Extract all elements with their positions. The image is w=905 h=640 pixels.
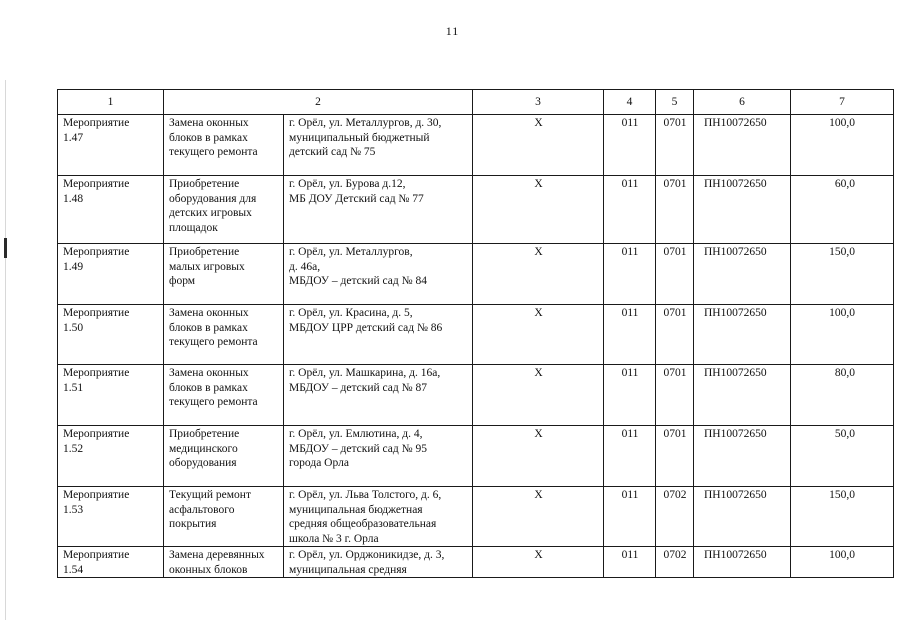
measure-name-cell [164,426,284,487]
address-cell [284,547,473,578]
measure-name-cell [164,487,284,547]
table-row [58,426,894,487]
ministry-code-cell: 011 [604,305,656,365]
event-cell [58,547,164,578]
address-cell-line: МБДОУ ЦРР детский сад № 86 [289,321,443,334]
address-cell-line: г. Орёл, ул. Металлургов, [289,246,413,258]
event-cell-line: 1.52 [63,442,84,455]
measure-name-cell-line: текущего ремонта [169,396,258,408]
event-cell-line: 1.49 [63,260,84,273]
address-cell-line: школа № 3 г. Орла [289,532,379,545]
event-cell-line: 1.51 [63,381,84,394]
measure-name-cell [164,244,284,305]
event-cell-line: 1.54 [63,563,84,576]
section-code-cell: 0701 [656,176,694,244]
measure-name-cell-line: текущего ремонта [169,336,258,348]
measure-name-cell-line: площадок [169,221,218,234]
header-col-6: 6 [694,90,791,115]
target-article-cell: ПН10072650 [694,487,791,547]
measure-name-cell-line: блоков в рамках [169,131,248,144]
address-cell-line: муниципальная бюджетная [289,503,423,516]
address-cell [284,244,473,305]
address-cell-line: средняя общеобразовательная [289,518,437,530]
section-code-cell: 0701 [656,115,694,176]
measure-name-cell-line: малых игровых [169,260,245,273]
event-cell-line: Мероприятие [63,307,130,319]
event-cell-line: 1.47 [63,131,84,144]
measure-name-cell-line: оконных блоков [169,563,248,576]
col3-cell: Х [473,176,604,244]
event-cell [58,176,164,244]
target-article-cell: ПН10072650 [694,305,791,365]
address-cell-line: г. Орёл, ул. Орджоникидзе, д. 3, [289,549,445,561]
event-cell-line: Мероприятие [63,428,130,440]
measure-name-cell-line: детских игровых [169,207,252,219]
event-cell-line: Мероприятие [63,489,130,501]
amount-cell: 80,0 [791,365,894,426]
target-article-cell: ПН10072650 [694,115,791,176]
target-article-cell: ПН10072650 [694,426,791,487]
ministry-code-cell: 011 [604,547,656,578]
measures-table [57,89,894,578]
address-cell [284,487,473,547]
measure-name-cell-line: асфальтового [169,503,235,516]
measure-name-cell-line: форм [169,275,196,287]
address-cell [284,365,473,426]
table-row [58,487,894,547]
amount-cell: 50,0 [791,426,894,487]
address-cell-line: города Орла [289,457,349,469]
col3-cell: Х [473,115,604,176]
section-code-cell: 0701 [656,244,694,305]
section-code-cell: 0702 [656,547,694,578]
address-cell-line: муниципальная средняя [289,563,407,576]
measure-name-cell [164,547,284,578]
measure-name-cell [164,365,284,426]
measure-name-cell-line: оборудования для [169,192,257,205]
address-cell [284,426,473,487]
measure-name-cell-line: Замена деревянных [169,549,265,561]
amount-cell: 150,0 [791,244,894,305]
header-col-5: 5 [656,90,694,115]
measure-name-cell-line: Замена оконных [169,117,249,129]
col3-cell: Х [473,487,604,547]
amount-cell: 100,0 [791,547,894,578]
address-cell [284,115,473,176]
measure-name-cell-line: оборудования [169,457,237,469]
table-row [58,244,894,305]
scan-edge-mark [4,238,7,258]
address-cell-line: г. Орёл, ул. Бурова д.12, [289,178,406,190]
measure-name-cell [164,115,284,176]
table-row [58,176,894,244]
measure-name-cell-line: Приобретение [169,428,240,440]
col3-cell: Х [473,305,604,365]
scan-edge-line [5,80,6,620]
ministry-code-cell: 011 [604,115,656,176]
event-cell-line: 1.50 [63,321,84,334]
table-header-row [58,90,894,115]
address-cell-line: МБДОУ – детский сад № 84 [289,275,427,287]
event-cell-line: Мероприятие [63,549,130,561]
table-row [58,115,894,176]
event-cell-line: 1.48 [63,192,84,205]
address-cell-line: муниципальный бюджетный [289,131,430,144]
section-code-cell: 0702 [656,487,694,547]
event-cell [58,115,164,176]
col3-cell: Х [473,426,604,487]
target-article-cell: ПН10072650 [694,244,791,305]
header-col-7: 7 [791,90,894,115]
address-cell-line: МБДОУ – детский сад № 87 [289,381,427,394]
header-col-1: 1 [58,90,164,115]
amount-cell: 100,0 [791,115,894,176]
section-code-cell: 0701 [656,365,694,426]
event-cell-line: 1.53 [63,503,84,516]
ministry-code-cell: 011 [604,487,656,547]
ministry-code-cell: 011 [604,244,656,305]
target-article-cell: ПН10072650 [694,547,791,578]
measure-name-cell-line: Замена оконных [169,307,249,319]
amount-cell: 150,0 [791,487,894,547]
event-cell-line: Мероприятие [63,178,130,190]
header-col-2: 2 [164,90,473,115]
table-row [58,305,894,365]
event-cell [58,365,164,426]
measure-name-cell-line: покрытия [169,518,217,530]
address-cell-line: детский сад № 75 [289,146,376,158]
measure-name-cell-line: текущего ремонта [169,146,258,158]
measure-name-cell [164,305,284,365]
header-col-3: 3 [473,90,604,115]
table-row [58,547,894,578]
event-cell-line: Мероприятие [63,246,130,258]
address-cell [284,176,473,244]
address-cell-line: г. Орёл, ул. Металлургов, д. 30, [289,117,442,129]
address-cell-line: д. 46а, [289,260,321,273]
measure-name-cell-line: блоков в рамках [169,321,248,334]
measure-name-cell-line: Замена оконных [169,367,249,379]
section-code-cell: 0701 [656,426,694,487]
address-cell-line: МБДОУ – детский сад № 95 [289,442,427,455]
event-cell [58,244,164,305]
amount-cell: 100,0 [791,305,894,365]
amount-cell: 60,0 [791,176,894,244]
col3-cell: Х [473,244,604,305]
measure-name-cell [164,176,284,244]
event-cell [58,426,164,487]
address-cell [284,305,473,365]
address-cell-line: г. Орёл, ул. Красина, д. 5, [289,307,413,319]
measure-name-cell-line: Приобретение [169,178,240,190]
measure-name-cell-line: медицинского [169,442,238,455]
section-code-cell: 0701 [656,305,694,365]
col3-cell: Х [473,365,604,426]
event-cell [58,305,164,365]
measure-name-cell-line: Приобретение [169,246,240,258]
address-cell-line: г. Орёл, ул. Льва Толстого, д. 6, [289,489,442,501]
measure-name-cell-line: Текущий ремонт [169,489,251,501]
event-cell-line: Мероприятие [63,117,130,129]
target-article-cell: ПН10072650 [694,365,791,426]
address-cell-line: МБ ДОУ Детский сад № 77 [289,192,424,205]
col3-cell: Х [473,547,604,578]
table-row [58,365,894,426]
event-cell-line: Мероприятие [63,367,130,379]
header-col-4: 4 [604,90,656,115]
measure-name-cell-line: блоков в рамках [169,381,248,394]
page-number: 11 [445,24,460,38]
target-article-cell: ПН10072650 [694,176,791,244]
address-cell-line: г. Орёл, ул. Машкарина, д. 16а, [289,367,441,379]
ministry-code-cell: 011 [604,365,656,426]
event-cell [58,487,164,547]
address-cell-line: г. Орёл, ул. Емлютина, д. 4, [289,428,423,440]
ministry-code-cell: 011 [604,426,656,487]
ministry-code-cell: 011 [604,176,656,244]
